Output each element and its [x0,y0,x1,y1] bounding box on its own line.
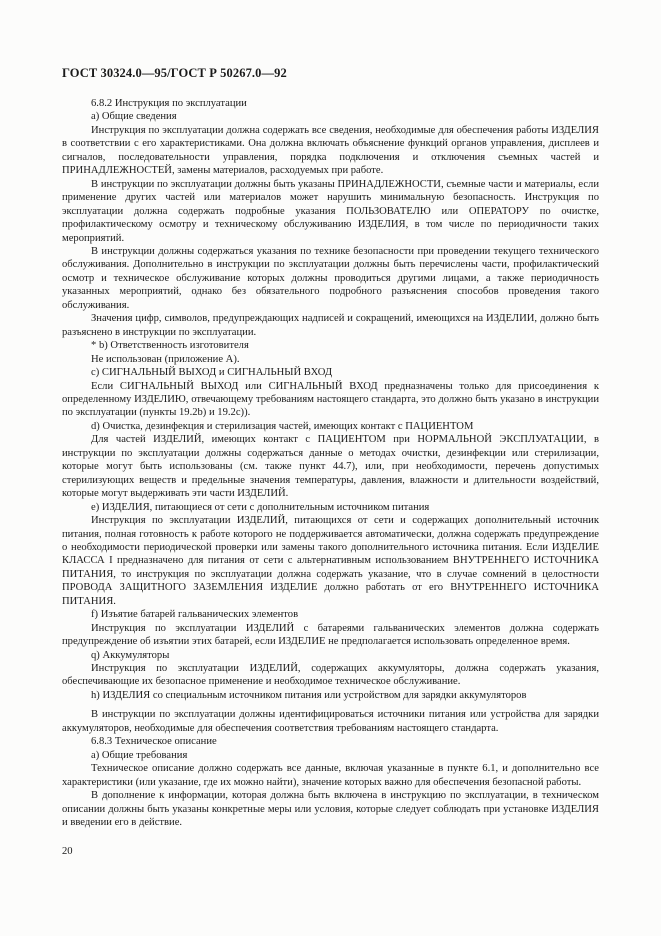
page-header: ГОСТ 30324.0—95/ГОСТ Р 50267.0—92 [62,66,287,80]
paragraph: Инструкция по эксплуатации ИЗДЕЛИЙ с батареями гальванических элементов должна содержать предупреждение об изъятии этих батарей, если ИЗДЕЛИЕ не предполагается использовать определенное время. [62,622,599,648]
paragraph: В инструкции по эксплуатации должны идентифицироваться источники питания или устройства для зарядки аккумуляторов, необходимые для обеспечения соответствия требованиям настоящего стандарта. [62,709,599,734]
subsection-heading-c: с) СИГНАЛЬНЫЙ ВЫХОД и СИГНАЛЬНЫЙ ВХОД [91,367,333,379]
subsection-heading-q: q) Аккумуляторы [91,649,170,661]
paragraph: Не использован (приложение А). [91,353,240,365]
paragraph: В инструкции по эксплуатации должны быть указаны ПРИНАДЛЕЖНОСТИ, съемные части и материалы, если применение других частей или материалов может нарушить минимальную безопасность. Инструкция по эксплуатации должна содержать подробные указания ПОЛЬЗОВАТЕЛЮ или ОПЕРАТОРУ по очистке, профилактическому осмотру и техническому обслуживанию ИЗДЕЛИЯ, в том числе по периодичности таких мероприятий. [62,178,599,244]
paragraph: Значения цифр, символов, предупреждающих надписей и сокращений, имеющихся на ИЗДЕЛИИ, должно быть разъяснено в инструкции по эксплуатации. [62,313,599,338]
paragraph: В инструкции должны содержаться указания по технике безопасности при проведении текущего технического обслуживания. Дополнительно в инструкции по эксплуатации должны быть перечислены части, профилактический осмотр и техническое обслуживание которых должны проводиться другими лицами, а также периодичность указанных мероприятий, однако без обязательного подробного разъяснения способов проведения такого обслуживания. [62,245,599,311]
paragraph: Если СИГНАЛЬНЫЙ ВЫХОД или СИГНАЛЬНЫЙ ВХОД предназначены только для присоединения к определенному ИЗДЕЛИЮ, отвечающему требованиям настоящего стандарта, это должно быть указано в инструкции по эксплуатации (пункты 19.2b) и 19.2с)). [62,380,599,419]
paragraph: Инструкция по эксплуатации ИЗДЕЛИЙ, содержащих аккумуляторы, должна содержать указания, обеспечивающие их безопасное применение и необходимое техническое обслуживание. [62,663,599,688]
subsection-heading-e: е) ИЗДЕЛИЯ, питающиеся от сети с дополнительным источником питания [91,501,430,513]
subsection-heading-b: * b) Ответственность изготовителя [91,340,249,352]
paragraph: Для частей ИЗДЕЛИЙ, имеющих контакт с ПАЦИЕНТОМ при НОРМАЛЬНОЙ ЭКСПЛУАТАЦИИ, в инструкции по эксплуатации должны содержаться данные о методах очистки, дезинфекции или стерилизации, которые могут быть использованы (см. также пункт 44.7), или, при необходимости, перечень допустимых стерилизующих веществ и предельные значения температуры, давления, влажности и длительности воздействий, которые могут выдерживать эти части ИЗДЕЛИЙ. [62,434,599,500]
section-heading-6-8-3: 6.8.3 Техническое описание [91,736,217,748]
paragraph: В дополнение к информации, которая должна быть включена в инструкцию по эксплуатации, в техническом описании должны быть указаны конкретные меры или условия, которые следует соблюдать при установке ИЗДЕЛИЯ и введении его в действие. [62,790,599,829]
subsection-heading-f: f) Изъятие батарей гальванических элементов [91,609,299,621]
subsection-heading-a-general: а) Общие сведения [91,111,177,123]
paragraph: Техническое описание должно содержать все данные, включая указанные в пункте 6.1, и дополнительно все характеристики (или указание, где их можно найти), значение которых важно для обеспечения безопасной работы. [62,763,599,788]
page-number: 20 [62,846,73,857]
paragraph: Инструкция по эксплуатации ИЗДЕЛИЙ, питающихся от сети и содержащих дополнительный источник питания, полная готовность к работе которого не поддерживается автоматически, должна содержать предупреждение о необходимости периодической проверки или замены такого дополнительного источника питания. Если ИЗДЕЛИЕ КЛАССА I предназначено для питания от сети с альтернативным использованием ВНУТРЕННЕГО ИСТОЧНИКА ПИТАНИЯ, то инструкция по эксплуатации должна содержать указание, что в случае сомнений в целостности ПРОВОДА ЗАЩИТНОГО ЗАЗЕМЛЕНИЯ ИЗДЕЛИЕ должно работать от его ВНУТРЕННЕГО ИСТОЧНИКА ПИТАНИЯ. [62,515,599,607]
document-body [62,97,599,829]
paragraph: Инструкция по эксплуатации должна содержать все сведения, необходимые для обеспечения работы ИЗДЕЛИЯ в соответствии с его характеристиками. Она должна включать объяснение функций органов управления, дисплеев и сигналов, последовательности управления, порядка подключения и отключения съемных частей и ПРИНАДЛЕЖНОСТЕЙ, замены материалов, расходуемых при работе. [62,124,599,177]
subsection-heading-a-requirements: а) Общие требования [91,749,188,761]
subsection-heading-h: h) ИЗДЕЛИЯ со специальным источником питания или устройством для зарядки аккумуляторов [91,689,527,701]
subsection-heading-d: d) Очистка, дезинфекция и стерилизация частей, имеющих контакт с ПАЦИЕНТОМ [91,420,474,432]
section-heading-6-8-2: 6.8.2 Инструкция по эксплуатации [91,98,247,109]
